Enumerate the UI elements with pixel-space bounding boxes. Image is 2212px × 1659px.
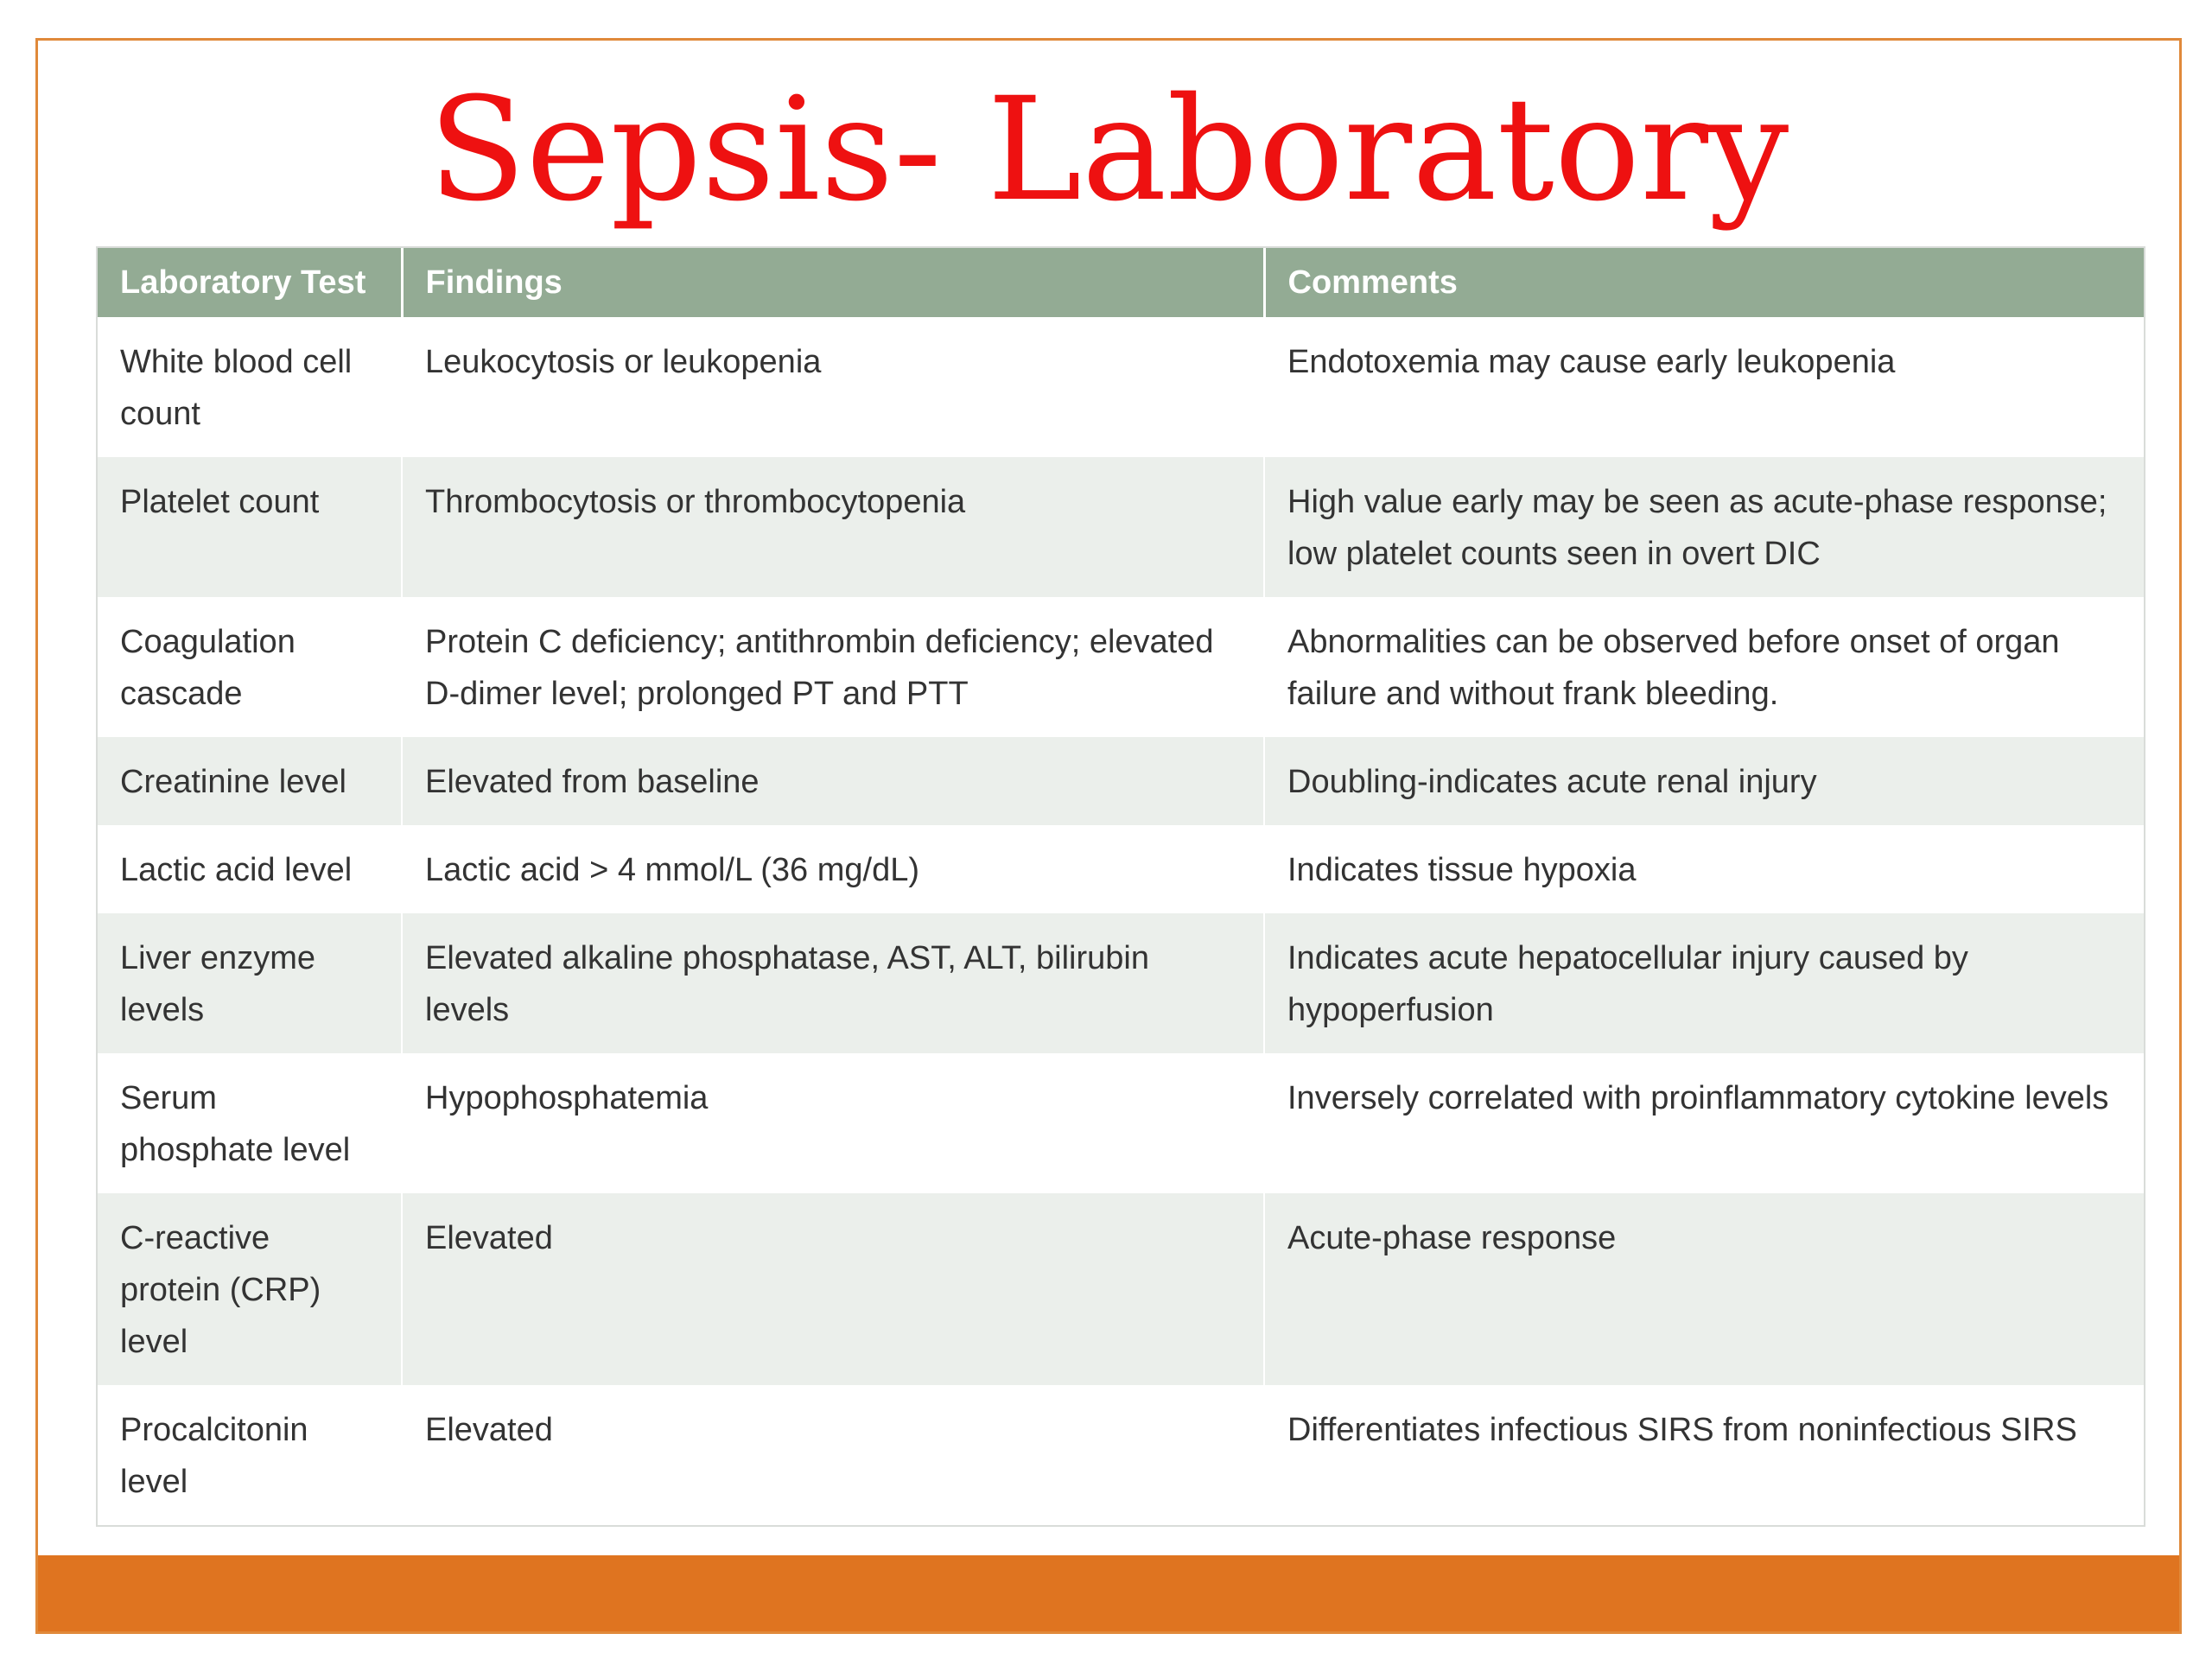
cell-comments: Inversely correlated with proinflammatory cytokine levels	[1264, 1053, 2144, 1193]
cell-test: Platelet count	[98, 457, 402, 597]
table-row	[98, 913, 2144, 1053]
table-row	[98, 597, 2144, 737]
table-row	[98, 1053, 2144, 1193]
cell-comments: High value early may be seen as acute-phase response; low platelet counts seen in overt DIC	[1264, 457, 2144, 597]
cell-test: Liver enzyme levels	[98, 913, 402, 1053]
lab-table-container	[98, 248, 2144, 1525]
cell-comments: Acute-phase response	[1264, 1193, 2144, 1385]
cell-findings: Lactic acid > 4 mmol/L (36 mg/dL)	[402, 825, 1264, 913]
table-row	[98, 457, 2144, 597]
table-row	[98, 737, 2144, 825]
cell-findings: Elevated from baseline	[402, 737, 1264, 825]
cell-test: Serum phosphate level	[98, 1053, 402, 1193]
slide-title: Sepsis- Laboratory	[428, 67, 1789, 232]
cell-test: Coagulation cascade	[98, 597, 402, 737]
footer-accent-bar	[38, 1555, 2179, 1634]
cell-findings: Hypophosphatemia	[402, 1053, 1264, 1193]
table-row	[98, 825, 2144, 913]
cell-findings: Elevated alkaline phosphatase, AST, ALT, bilirubin levels	[402, 913, 1264, 1053]
lab-table	[98, 248, 2144, 1525]
table-header-row	[98, 248, 2144, 317]
table-row	[98, 1385, 2144, 1525]
cell-findings: Elevated	[402, 1385, 1264, 1525]
cell-test: Procalcitonin level	[98, 1385, 402, 1525]
cell-test: White blood cell count	[98, 317, 402, 457]
header-findings: Findings	[402, 248, 1264, 317]
cell-findings: Thrombocytosis or thrombocytopenia	[402, 457, 1264, 597]
cell-findings: Protein C deficiency; antithrombin deficiency; elevated D-dimer level; prolonged PT and PTT	[402, 597, 1264, 737]
cell-comments: Indicates tissue hypoxia	[1264, 825, 2144, 913]
header-laboratory-test: Laboratory Test	[98, 248, 402, 317]
cell-comments: Endotoxemia may cause early leukopenia	[1264, 317, 2144, 457]
cell-comments: Abnormalities can be observed before onset of organ failure and without frank bleeding.	[1264, 597, 2144, 737]
cell-comments: Differentiates infectious SIRS from noninfectious SIRS	[1264, 1385, 2144, 1525]
cell-comments: Indicates acute hepatocellular injury caused by hypoperfusion	[1264, 913, 2144, 1053]
table-row	[98, 1193, 2144, 1385]
cell-test: Lactic acid level	[98, 825, 402, 913]
header-comments: Comments	[1264, 248, 2144, 317]
table-row	[98, 317, 2144, 457]
cell-test: C-reactive protein (CRP) level	[98, 1193, 402, 1385]
cell-findings: Leukocytosis or leukopenia	[402, 317, 1264, 457]
cell-findings: Elevated	[402, 1193, 1264, 1385]
slide	[35, 38, 2182, 1634]
cell-test: Creatinine level	[98, 737, 402, 825]
cell-comments: Doubling-indicates acute renal injury	[1264, 737, 2144, 825]
